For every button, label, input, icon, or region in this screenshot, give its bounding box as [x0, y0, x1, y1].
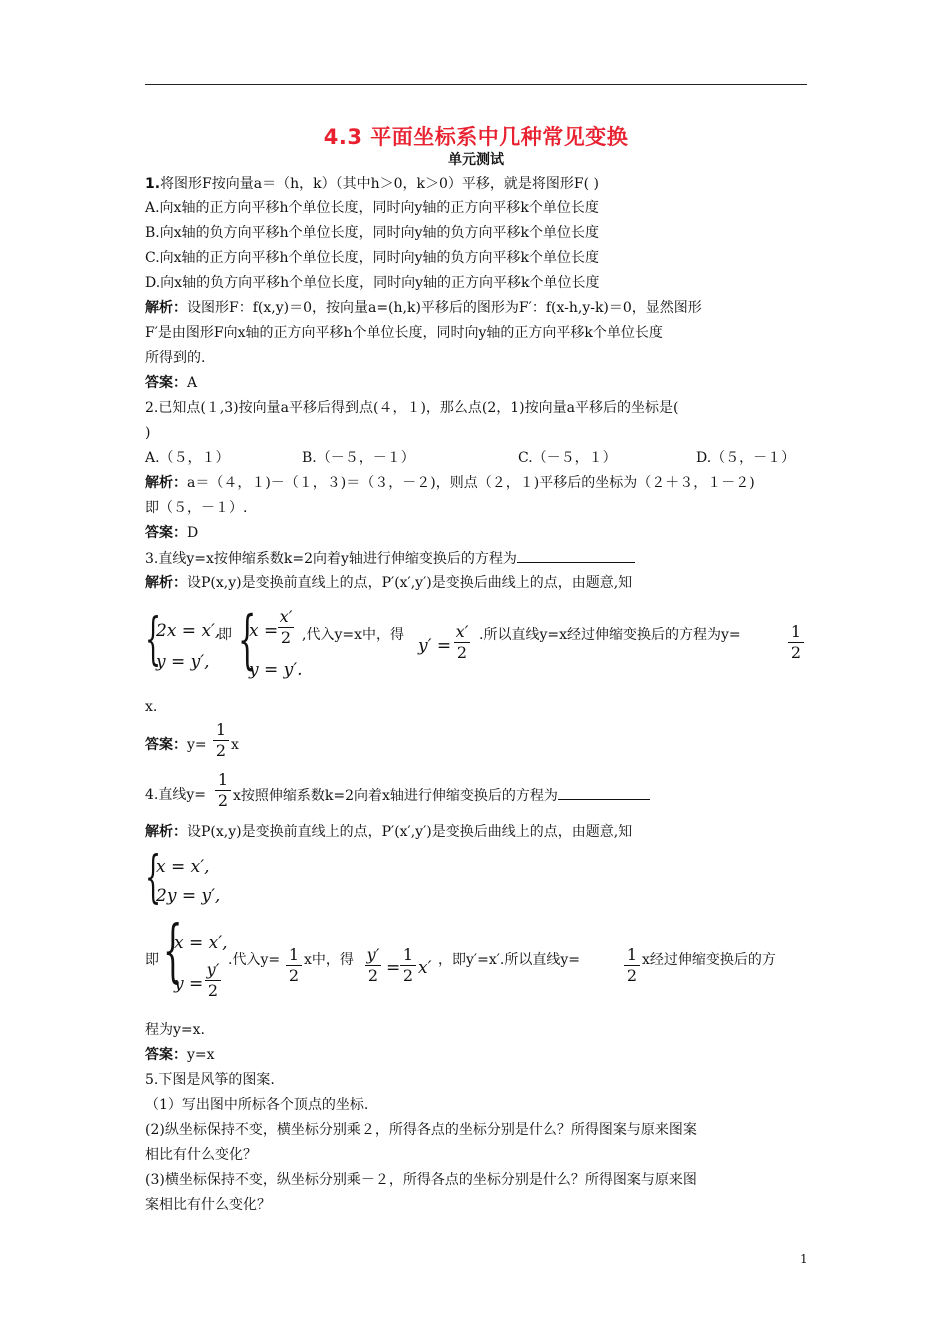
- q1-option-d: D.向x轴的负方向平移h个单位长度，同时向y轴的正方向平移k个单位长度: [145, 275, 600, 291]
- q1-analysis-line-3: 所得到的.: [145, 350, 206, 366]
- q3-conclusion: .所以直线y=x经过伸缩变换后的方程为y=: [479, 627, 741, 643]
- q1-option-b: B.向x轴的负方向平移h个单位长度，同时向y轴的负方向平移k个单位长度: [145, 225, 600, 241]
- q4-answer: 答案：y=x: [145, 1047, 215, 1063]
- q2-option-d: D.（５，－１）: [696, 450, 796, 466]
- q2-analysis-line-2: 即（５，－１）.: [145, 500, 248, 516]
- q3-system-2-row-2: y = y′.: [249, 660, 303, 680]
- header-rule: [145, 84, 807, 85]
- q4-stem-fraction: 1 2: [215, 772, 231, 809]
- q4-stem-pre: 4.直线y=: [145, 787, 206, 803]
- page-title: 4.3 平面坐标系中几种常见变换: [323, 125, 629, 149]
- q4-fraction-y-over-2: y′ 2: [206, 960, 220, 1000]
- q1-analysis-line-2: F′是由图形F向x轴的正方向平移h个单位长度，同时向y轴的正方向平移k个单位长度: [145, 325, 663, 341]
- q3-fraction-x-over-2: x′ 2: [279, 607, 293, 647]
- q4-rhs-fraction: 1 2: [400, 947, 416, 984]
- q4-tail: 程为y=x.: [145, 1022, 205, 1038]
- q5-part-1: （1）写出图中所标各个顶点的坐标.: [145, 1097, 369, 1113]
- q4-stem-post: x按照伸缩系数k=2向着x轴进行伸缩变换后的方程为: [233, 785, 650, 806]
- q5-part-2-line-1: (2)纵坐标保持不变，横坐标分别乘２，所得各点的坐标分别是什么？所得图案与原来图案: [145, 1122, 697, 1138]
- q3-system-1-row-1: 2x = x′,: [156, 621, 221, 641]
- q1-option-a: A.向x轴的正方向平移h个单位长度，同时向y轴的正方向平移k个单位长度: [145, 200, 599, 216]
- q4-after-text: ，即y′=x′.所以直线y=: [438, 952, 580, 968]
- q5-stem: 5.下图是风筝的图案.: [145, 1072, 275, 1088]
- q1-stem: 1.将图形F按向量a＝（h，k）（其中h＞0，k＞0）平移，就是将图形F( ): [145, 176, 600, 192]
- q3-answer: 答案：y=: [145, 737, 207, 753]
- q3-system-brace-2: {: [238, 603, 257, 677]
- q3-system-1-row-2: y = y′,: [156, 652, 210, 672]
- q1-analysis-line-1: 解析：设图形F：f(x,y)＝0，按向量a=(h,k)平移后的图形为F′：f(x-h,y-k)＝0，显然图形: [145, 300, 702, 316]
- q2-option-a: A.（５，１）: [145, 450, 230, 466]
- q2-option-b: B.（－５，－１）: [302, 450, 415, 466]
- q3-analysis-line-1: 解析：设P(x,y)是变换前直线上的点，P′(x′,y′)是变换后曲线上的点，由题意,知: [145, 575, 633, 591]
- q1-answer: 答案：A: [145, 375, 198, 391]
- q4-rhs-x: x′: [418, 958, 432, 978]
- q3-answer-fraction: 1 2: [213, 722, 229, 759]
- q4-substitute-text: .代入y=: [228, 952, 281, 968]
- q4-system-brace-2: {: [163, 912, 183, 991]
- q4-lhs-fraction: y′ 2: [366, 945, 380, 985]
- q4-sub-fraction: 1 2: [286, 947, 302, 984]
- q4-sub-text-2: x中，得: [304, 952, 354, 968]
- q4-system-2-row-2: y =: [174, 974, 204, 994]
- q3-half-fraction: 1 2: [788, 624, 804, 661]
- page-number: 1: [800, 1252, 808, 1266]
- q3-answer-x: x: [231, 737, 239, 753]
- q3-yprime-eq: y′ =: [418, 636, 452, 656]
- q2-stem-line-2: ): [145, 425, 151, 441]
- page-subtitle: 单元测试: [448, 152, 504, 168]
- q2-stem-line-1: 2.已知点(１,3)按向量a平移后得到点(４，１)，那么点(2，1)按向量a平移后的坐标是(: [145, 400, 679, 416]
- q5-part-3-line-2: 案相比有什么变化？: [145, 1197, 271, 1213]
- q4-equals: =: [386, 958, 401, 978]
- q3-tail: x.: [145, 699, 158, 715]
- q4-system-1-row-2: 2y = y′,: [156, 886, 221, 906]
- q1-option-c: C.向x轴的正方向平移h个单位长度，同时向y轴的负方向平移k个单位长度: [145, 250, 599, 266]
- q3-stem: 3.直线y=x按伸缩系数k=2向着y轴进行伸缩变换后的方程为: [145, 548, 635, 569]
- q4-system-1-row-1: x = x′,: [156, 857, 210, 877]
- q2-analysis-line-1: 解析：a＝（４，１)－（１，３)＝（３，－２)，则点（２，１)平移后的坐标为（２＋３，１－２): [145, 475, 755, 491]
- q4-after-fraction: 1 2: [624, 947, 640, 984]
- q3-substitute-text: ,代入y=x中，得: [302, 627, 404, 643]
- q5-part-3-line-1: (3)横坐标保持不变，纵坐标分别乘－２，所得各点的坐标分别是什么？所得图案与原来图: [145, 1172, 697, 1188]
- q4-ji: 即: [145, 952, 159, 968]
- q4-after-text-2: x经过伸缩变换后的方: [642, 952, 776, 968]
- q2-answer: 答案：D: [145, 525, 199, 541]
- q3-ji: 即: [218, 627, 232, 643]
- q4-system-brace-1: {: [145, 845, 162, 910]
- q4-system-2-row-1: x = x′,: [174, 933, 228, 953]
- q2-option-c: C.（－５，１）: [518, 450, 617, 466]
- q4-analysis-line-1: 解析：设P(x,y)是变换前直线上的点，P′(x′,y′)是变换后曲线上的点，由题意,知: [145, 824, 633, 840]
- q5-part-2-line-2: 相比有什么变化？: [145, 1147, 257, 1163]
- q3-fraction-result: x′ 2: [455, 622, 469, 662]
- q3-system-brace-1: {: [145, 607, 162, 672]
- q3-system-2-row-1: x =: [249, 621, 279, 641]
